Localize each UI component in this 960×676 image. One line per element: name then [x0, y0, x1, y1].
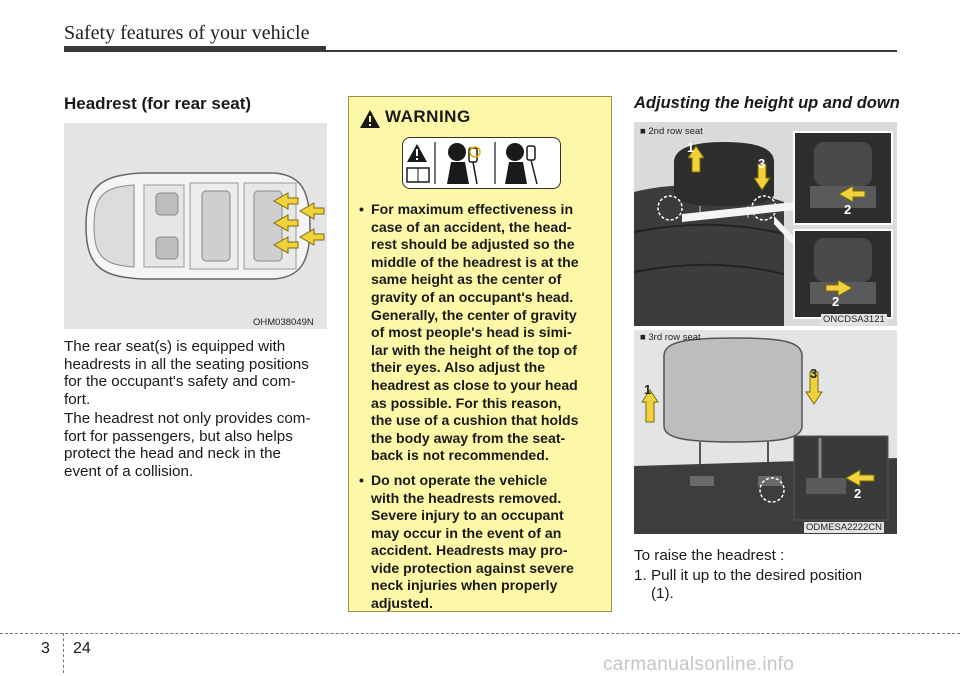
- bullet: •: [359, 471, 364, 488]
- warning-pictogram: [402, 137, 561, 189]
- text-line: gravity of an occupant's head.: [371, 288, 574, 305]
- text-line: lar with the height of the top of: [371, 341, 577, 358]
- text-line: fort.: [64, 390, 91, 408]
- text-line: for the occupant's safety and com-: [64, 373, 296, 390]
- text-line: as possible. For this reason,: [371, 394, 562, 411]
- footer-divider: [63, 633, 64, 673]
- section-subtitle: Adjusting the height up and down: [634, 94, 900, 112]
- page-number: 24: [73, 640, 91, 657]
- third-row-seat-illustration: [634, 330, 897, 534]
- figure-label: ■ 3rd row seat: [640, 332, 701, 343]
- text-line: The rear seat(s) is equipped with: [64, 338, 286, 355]
- warning-box: [348, 96, 612, 612]
- paragraph-protection: [64, 410, 327, 480]
- step-number: 3: [810, 366, 818, 381]
- step-number: 1: [644, 382, 652, 397]
- warning-list: [359, 201, 603, 620]
- footer-rule: [0, 633, 960, 634]
- text-line: middle of the headrest is at the: [371, 253, 579, 270]
- text-line: headrest as close to your head: [371, 376, 578, 393]
- section-title: Headrest (for rear seat): [64, 94, 252, 113]
- text-line: with the headrests removed.: [371, 489, 562, 506]
- text-line: may occur in the event of an: [371, 524, 562, 541]
- step-number: 2: [832, 294, 840, 309]
- step-number: 2: [854, 486, 862, 501]
- text-line: same height as the center of: [371, 271, 562, 288]
- second-row-headrest-figure: [634, 122, 897, 326]
- raise-intro: To raise the headrest :: [634, 547, 785, 564]
- text-line: accident. Headrests may pro-: [371, 542, 568, 559]
- text-line: Pull it up to the desired position: [651, 567, 863, 584]
- text-line: case of an accident, the head-: [371, 218, 572, 235]
- headrest-warning-pictogram-icon: [403, 138, 559, 187]
- third-row-headrest-figure: [634, 330, 897, 534]
- warning-triangle-icon: [359, 109, 381, 129]
- rear-seat-headrest-figure: [64, 123, 327, 329]
- text-line: their eyes. Also adjust the: [371, 359, 546, 376]
- text-line: rest should be adjusted so the: [371, 236, 575, 253]
- warning-item-removed-headrests: [359, 472, 603, 613]
- bullet: •: [359, 201, 364, 217]
- step-number: 3: [758, 156, 766, 171]
- figure-code: ONCDSA3121: [823, 314, 885, 325]
- page-header-title: Safety features of your vehicle: [64, 22, 310, 44]
- text-line: Generally, the center of gravity: [371, 306, 577, 323]
- text-line: (1).: [651, 584, 674, 602]
- step-number: 1.: [634, 567, 647, 584]
- second-row-seat-illustration: [634, 122, 897, 326]
- text-line: event of a collision.: [64, 462, 194, 480]
- step-number: 2: [844, 202, 852, 217]
- figure-code: ODMESA2222CN: [806, 522, 883, 533]
- header-rule: [64, 50, 897, 52]
- chapter-number: 3: [41, 640, 50, 657]
- text-line: fort for passengers, but also helps: [64, 427, 293, 445]
- text-line: The headrest not only provides com-: [64, 410, 311, 427]
- text-line: the body away from the seat-: [371, 429, 566, 446]
- warning-title: WARNING: [385, 107, 471, 126]
- step-number: 1: [687, 140, 695, 155]
- paragraph-intro: [64, 338, 327, 408]
- raise-step-1: [634, 567, 897, 602]
- site-watermark: carmanualsonline.info: [603, 654, 795, 675]
- text-line: vide protection against severe: [371, 559, 574, 576]
- text-line: the use of a cushion that holds: [371, 412, 579, 429]
- warning-item-effectiveness: [359, 201, 603, 465]
- text-line: protect the head and neck in the: [64, 445, 282, 462]
- text-line: headrests in all the seating positions: [64, 355, 309, 373]
- text-line: Severe injury to an occupant: [371, 507, 564, 524]
- text-line: Do not operate the vehicle: [371, 471, 548, 488]
- text-line: neck injuries when properly: [371, 577, 558, 594]
- figure-code: OHM038049N: [253, 317, 314, 328]
- figure-label: ■ 2nd row seat: [640, 126, 703, 137]
- text-line: adjusted.: [371, 595, 433, 612]
- text-line: For maximum effectiveness in: [371, 201, 574, 217]
- text-line: back is not recommended.: [371, 447, 549, 464]
- text-line: of most people's head is simi-: [371, 324, 572, 341]
- car-top-view-illustration: [64, 123, 327, 329]
